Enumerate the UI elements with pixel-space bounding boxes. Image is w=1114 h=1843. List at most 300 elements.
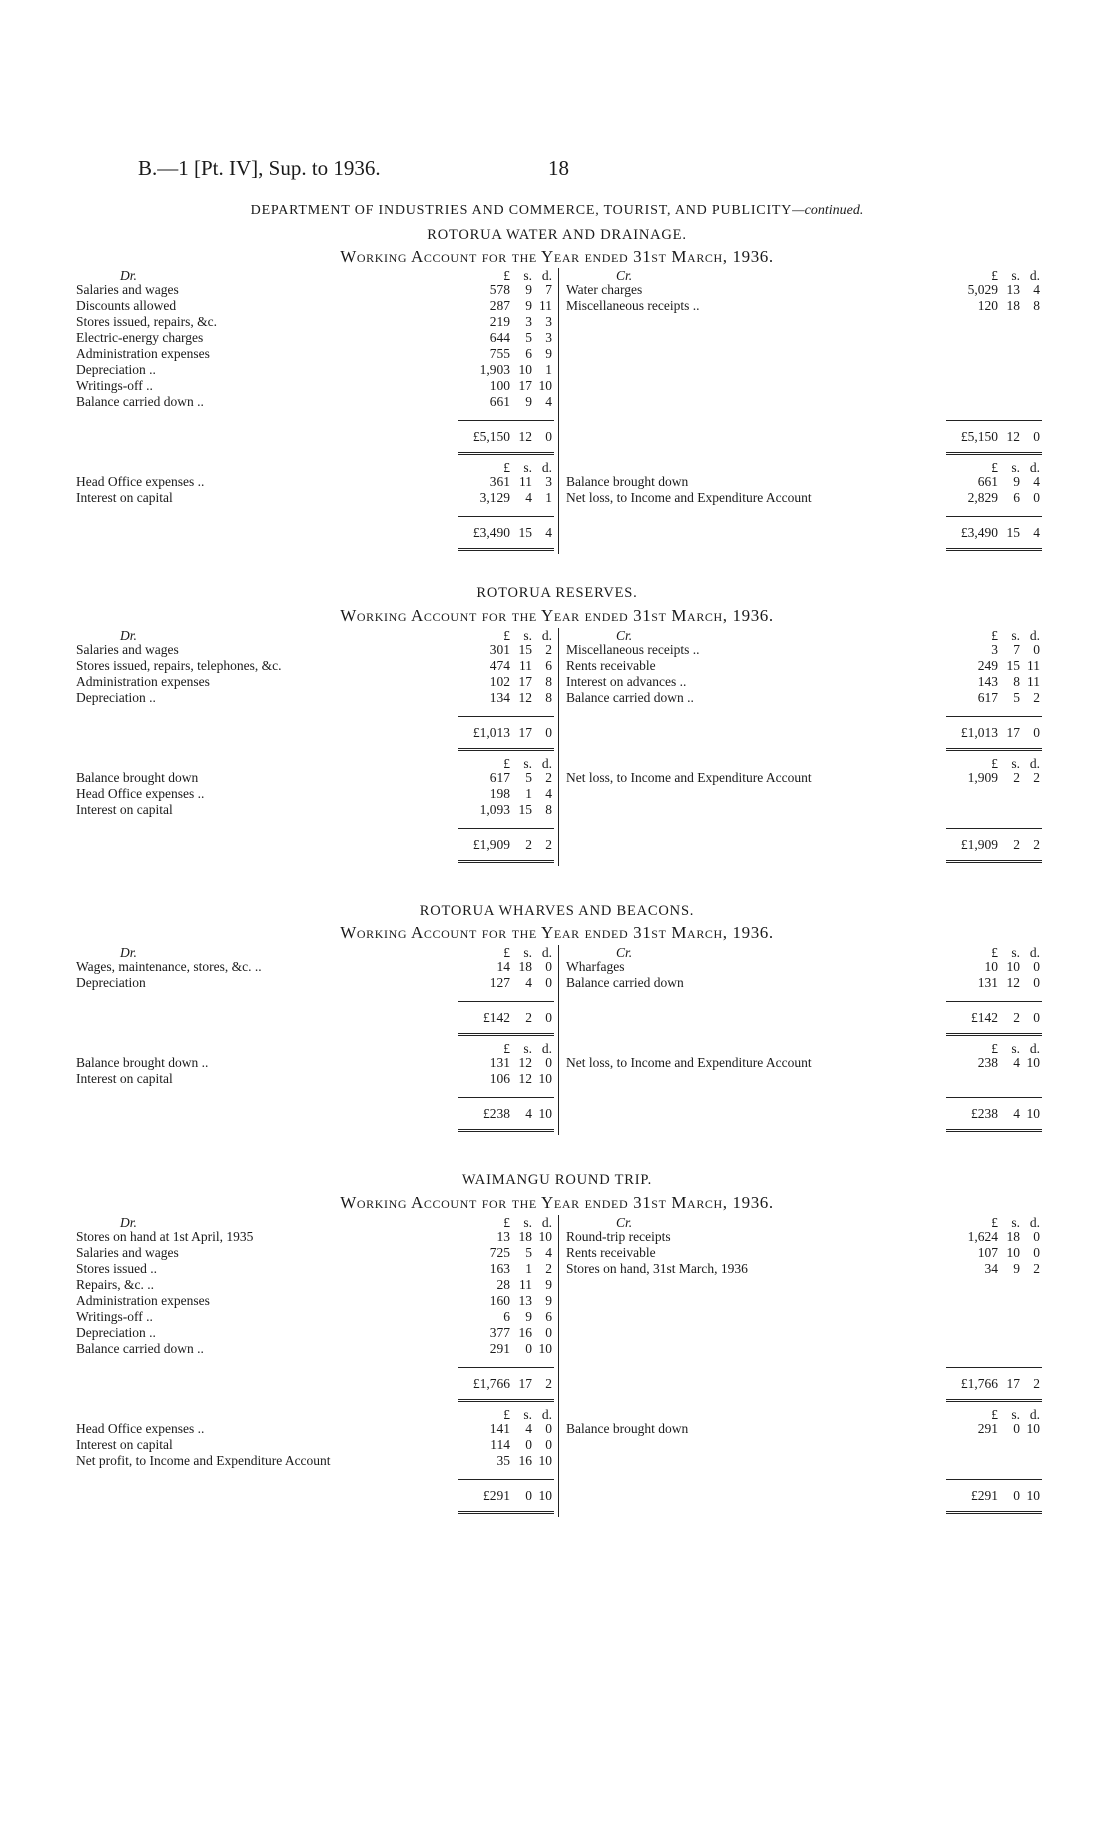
debit-entry-amount xyxy=(466,1421,552,1437)
currency-header-pounds: £ xyxy=(991,460,998,475)
amount-pounds: 3,129 xyxy=(479,490,510,505)
total-pence: 0 xyxy=(1033,429,1040,444)
amount-shillings: 4 xyxy=(525,975,532,990)
amount-shillings: 11 xyxy=(519,658,532,673)
debit-entry-label xyxy=(76,959,381,975)
credit-entry-label xyxy=(566,490,941,506)
debit-entry-amount xyxy=(466,1325,552,1341)
credit-entry-amount xyxy=(954,282,1040,298)
amount-pence: 10 xyxy=(538,378,552,393)
entry-label: Salaries and wages xyxy=(76,282,179,297)
currency-header-pounds: £ xyxy=(503,268,510,283)
amount-shillings: 4 xyxy=(525,1421,532,1436)
amount-pounds: 198 xyxy=(489,786,510,801)
debit-entry-amount xyxy=(466,362,552,378)
amount-shillings: 13 xyxy=(518,1293,532,1308)
debit-entry-amount xyxy=(466,690,552,706)
debit-entry-label xyxy=(76,298,381,314)
column-divider xyxy=(558,1215,559,1517)
amount-pounds: 644 xyxy=(489,330,510,345)
currency-header-pounds: £ xyxy=(991,756,998,771)
total-pounds: £238 xyxy=(483,1106,510,1121)
currency-header-pounds: £ xyxy=(991,628,998,643)
amount-shillings: 3 xyxy=(525,314,532,329)
debit-entry-amount xyxy=(466,346,552,362)
credit-entry-amount xyxy=(954,975,1040,991)
debit-entry-label xyxy=(76,282,381,298)
credit-subtotal-rule xyxy=(946,1367,1042,1368)
debit-entry-amount xyxy=(466,1309,552,1325)
entry-label: Head Office expenses .. xyxy=(76,1421,205,1436)
entry-label: Discounts allowed xyxy=(76,298,177,313)
debit-subtotal-rule xyxy=(458,1097,554,1098)
credit-entry-amount xyxy=(954,1055,1040,1071)
debit-entry-label xyxy=(76,378,381,394)
account-table xyxy=(76,628,1048,866)
debit-subtotal-rule xyxy=(458,1367,554,1368)
credit-entry-label xyxy=(566,1245,941,1261)
credit-total-double-rule xyxy=(946,1511,1042,1514)
amount-pence: 2 xyxy=(1033,1261,1040,1276)
debit-entry-label xyxy=(76,975,381,991)
total-shillings: 4 xyxy=(525,1106,532,1121)
currency-header-pence: d. xyxy=(1029,1041,1040,1056)
amount-pence: 6 xyxy=(545,1309,552,1324)
currency-header-shillings: s. xyxy=(523,1407,532,1422)
amount-pounds: 361 xyxy=(489,474,510,489)
currency-header-pence: d. xyxy=(541,268,552,283)
credit-total-double-rule xyxy=(946,748,1042,751)
debit-entry-label xyxy=(76,1421,381,1437)
amount-pounds: 287 xyxy=(489,298,510,313)
amount-shillings: 12 xyxy=(1006,975,1020,990)
amount-pounds: 100 xyxy=(489,378,510,393)
credit-total-2 xyxy=(948,524,1040,542)
debit-entry-label xyxy=(76,690,381,706)
amount-pounds: 127 xyxy=(489,975,510,990)
debit-entry-label xyxy=(76,1453,381,1469)
entry-label: Balance carried down .. xyxy=(76,1341,204,1356)
amount-pence: 0 xyxy=(1033,1229,1040,1244)
currency-header-pence: d. xyxy=(541,945,552,960)
amount-pence: 10 xyxy=(538,1229,552,1244)
amount-pence: 11 xyxy=(539,298,552,313)
amount-pence: 0 xyxy=(1033,1245,1040,1260)
amount-pence: 4 xyxy=(1033,474,1040,489)
amount-shillings: 11 xyxy=(519,1277,532,1292)
amount-pence: 4 xyxy=(1033,282,1040,297)
amount-pounds: 219 xyxy=(489,314,510,329)
total-pounds: £1,013 xyxy=(960,725,998,740)
continued-label: —continued. xyxy=(792,203,864,218)
amount-pence: 8 xyxy=(1033,298,1040,313)
total-pence: 10 xyxy=(538,1488,552,1503)
amount-shillings: 17 xyxy=(518,378,532,393)
page-number: 18 xyxy=(548,156,569,180)
total-pence: 0 xyxy=(1033,1010,1040,1025)
amount-pounds: 1,093 xyxy=(479,802,510,817)
credit-subtotal-rule xyxy=(946,1001,1042,1002)
amount-pence: 0 xyxy=(545,975,552,990)
credit-entry-label xyxy=(566,1261,941,1277)
credit-total-1 xyxy=(948,428,1040,446)
credit-entry-amount xyxy=(954,1261,1040,1277)
amount-pounds: 474 xyxy=(489,658,510,673)
debit-total-1 xyxy=(460,1009,552,1027)
amount-pounds: 661 xyxy=(489,394,510,409)
amount-pence: 10 xyxy=(1026,1421,1040,1436)
total-shillings: 2 xyxy=(525,837,532,852)
section-title: WAIMANGU ROUND TRIP. xyxy=(461,1172,653,1188)
amount-pounds: 3 xyxy=(991,642,998,657)
debit-entry-amount xyxy=(466,658,552,674)
amount-pounds: 34 xyxy=(984,1261,998,1276)
total-shillings: 0 xyxy=(1013,1488,1020,1503)
debit-entry-amount xyxy=(466,314,552,330)
account-table xyxy=(76,945,1048,1135)
amount-shillings: 16 xyxy=(518,1325,532,1340)
credit-entry-amount xyxy=(954,674,1040,690)
credit-entry-amount xyxy=(954,690,1040,706)
debit-entry-amount xyxy=(466,1229,552,1245)
working-account-title: Working Account for the Year ended 31st March, 1936. xyxy=(340,923,774,942)
debit-entry-amount xyxy=(466,1453,552,1469)
credit-subtotal-rule xyxy=(946,828,1042,829)
entry-label: Net profit, to Income and Expenditure Account xyxy=(76,1453,331,1468)
entry-label: Head Office expenses .. xyxy=(76,786,205,801)
currency-header-pence: d. xyxy=(1029,945,1040,960)
amount-pence: 0 xyxy=(1033,975,1040,990)
column-divider xyxy=(558,628,559,866)
debit-entry-label xyxy=(76,1277,381,1293)
credit-entry-label xyxy=(566,1229,941,1245)
total-pence: 2 xyxy=(545,837,552,852)
amount-pence: 6 xyxy=(545,658,552,673)
debit-entry-amount xyxy=(466,1277,552,1293)
amount-pence: 4 xyxy=(545,1245,552,1260)
amount-shillings: 16 xyxy=(518,1453,532,1468)
section-title: ROTORUA RESERVES. xyxy=(476,585,638,601)
debit-entry-amount xyxy=(466,298,552,314)
credit-entry-label xyxy=(566,298,941,314)
credit-total-double-rule xyxy=(946,860,1042,863)
debit-subtotal-rule xyxy=(458,516,554,517)
entry-label: Salaries and wages xyxy=(76,1245,179,1260)
currency-header-pence: d. xyxy=(541,460,552,475)
total-pounds: £3,490 xyxy=(960,525,998,540)
amount-shillings: 13 xyxy=(1006,282,1020,297)
amount-shillings: 15 xyxy=(1006,658,1020,673)
currency-header-pounds: £ xyxy=(503,460,510,475)
entry-label: Balance carried down xyxy=(566,975,684,990)
amount-shillings: 12 xyxy=(518,1071,532,1086)
debit-entry-label xyxy=(76,674,381,690)
amount-pounds: 143 xyxy=(977,674,998,689)
entry-label: Rents receivable xyxy=(566,1245,656,1260)
debit-total-1 xyxy=(460,724,552,742)
entry-label: Administration expenses xyxy=(76,1293,210,1308)
currency-header-pence: d. xyxy=(1029,756,1040,771)
entry-label: Stores issued .. xyxy=(76,1261,157,1276)
currency-header-shillings: s. xyxy=(523,1215,532,1230)
credit-subtotal-rule xyxy=(946,516,1042,517)
currency-header-pence: d. xyxy=(541,1215,552,1230)
amount-pence: 0 xyxy=(1033,490,1040,505)
amount-pence: 9 xyxy=(545,1293,552,1308)
credit-total-1 xyxy=(948,724,1040,742)
amount-pounds: 163 xyxy=(489,1261,510,1276)
debit-total-double-rule xyxy=(458,1129,554,1132)
amount-pounds: 238 xyxy=(977,1055,998,1070)
cr-label: Cr. xyxy=(616,268,633,283)
debit-entry-amount xyxy=(466,674,552,690)
amount-shillings: 5 xyxy=(525,330,532,345)
credit-entry-amount xyxy=(954,474,1040,490)
currency-header-shillings: s. xyxy=(1011,268,1020,283)
cr-label: Cr. xyxy=(616,1215,633,1230)
account-table xyxy=(76,1215,1048,1517)
working-account-title: Working Account for the Year ended 31st March, 1936. xyxy=(340,1193,774,1212)
total-pence: 0 xyxy=(545,1010,552,1025)
total-pounds: £1,909 xyxy=(472,837,510,852)
entry-label: Repairs, &c. .. xyxy=(76,1277,154,1292)
debit-entry-amount xyxy=(466,378,552,394)
debit-total-2 xyxy=(460,1105,552,1123)
amount-pounds: 617 xyxy=(977,690,998,705)
debit-entry-label xyxy=(76,770,381,786)
total-pence: 0 xyxy=(545,725,552,740)
amount-shillings: 0 xyxy=(525,1341,532,1356)
entry-label: Balance carried down .. xyxy=(566,690,694,705)
debit-entry-label xyxy=(76,474,381,490)
amount-pence: 10 xyxy=(538,1071,552,1086)
entry-label: Writings-off .. xyxy=(76,1309,153,1324)
total-pence: 10 xyxy=(1026,1488,1040,1503)
entry-label: Administration expenses xyxy=(76,346,210,361)
debit-entry-label xyxy=(76,1293,381,1309)
amount-pounds: 114 xyxy=(490,1437,510,1452)
amount-pence: 0 xyxy=(545,959,552,974)
total-pounds: £1,013 xyxy=(472,725,510,740)
currency-header-shillings: s. xyxy=(1011,460,1020,475)
currency-header-pounds: £ xyxy=(503,945,510,960)
amount-pounds: 35 xyxy=(496,1453,510,1468)
currency-header-shillings: s. xyxy=(523,945,532,960)
credit-entry-amount xyxy=(954,298,1040,314)
credit-entry-label xyxy=(566,690,941,706)
credit-total-double-rule xyxy=(946,1033,1042,1036)
entry-label: Water charges xyxy=(566,282,643,297)
amount-shillings: 17 xyxy=(518,674,532,689)
debit-entry-label xyxy=(76,1437,381,1453)
section-title: ROTORUA WHARVES AND BEACONS. xyxy=(419,903,695,919)
total-pence: 10 xyxy=(1026,1106,1040,1121)
amount-pounds: 2,829 xyxy=(967,490,998,505)
entry-label: Balance brought down xyxy=(566,474,689,489)
debit-entry-label xyxy=(76,314,381,330)
amount-pounds: 120 xyxy=(977,298,998,313)
currency-header-pounds: £ xyxy=(503,1407,510,1422)
amount-pence: 2 xyxy=(1033,690,1040,705)
debit-total-1 xyxy=(460,1375,552,1393)
amount-pence: 4 xyxy=(545,786,552,801)
total-shillings: 2 xyxy=(1013,837,1020,852)
debit-entry-amount xyxy=(466,1341,552,1357)
amount-pounds: 131 xyxy=(977,975,998,990)
credit-entry-label xyxy=(566,975,941,991)
amount-pounds: 14 xyxy=(496,959,510,974)
debit-entry-label xyxy=(76,1341,381,1357)
amount-pence: 0 xyxy=(545,1421,552,1436)
currency-header-pounds: £ xyxy=(991,268,998,283)
entry-label: Balance brought down xyxy=(566,1421,689,1436)
debit-subtotal-rule xyxy=(458,716,554,717)
credit-entry-label xyxy=(566,1421,941,1437)
amount-pounds: 13 xyxy=(496,1229,510,1244)
amount-pence: 9 xyxy=(545,346,552,361)
credit-entry-label xyxy=(566,642,941,658)
currency-header-pounds: £ xyxy=(503,756,510,771)
currency-header-pence: d. xyxy=(541,628,552,643)
amount-pounds: 291 xyxy=(489,1341,510,1356)
total-shillings: 17 xyxy=(1006,1376,1020,1391)
debit-entry-label xyxy=(76,642,381,658)
debit-entry-amount xyxy=(466,802,552,818)
debit-entry-label xyxy=(76,1229,381,1245)
amount-shillings: 2 xyxy=(1013,770,1020,785)
currency-header-pence: d. xyxy=(541,756,552,771)
total-pounds: £238 xyxy=(971,1106,998,1121)
debit-entry-label xyxy=(76,1261,381,1277)
currency-header-pounds: £ xyxy=(991,945,998,960)
total-shillings: 4 xyxy=(1013,1106,1020,1121)
amount-pence: 10 xyxy=(538,1453,552,1468)
amount-pounds: 249 xyxy=(977,658,998,673)
amount-pence: 10 xyxy=(1026,1055,1040,1070)
cr-label: Cr. xyxy=(616,945,633,960)
entry-label: Stores on hand, 31st March, 1936 xyxy=(566,1261,748,1276)
credit-entry-label xyxy=(566,959,941,975)
total-shillings: 17 xyxy=(518,1376,532,1391)
debit-entry-amount xyxy=(466,975,552,991)
amount-shillings: 12 xyxy=(518,690,532,705)
entry-label: Balance brought down .. xyxy=(76,1055,209,1070)
amount-pounds: 1,624 xyxy=(967,1229,998,1244)
currency-header-shillings: s. xyxy=(523,756,532,771)
debit-entry-amount xyxy=(466,1055,552,1071)
credit-entry-label xyxy=(566,282,941,298)
credit-total-1 xyxy=(948,1375,1040,1393)
amount-pence: 3 xyxy=(545,314,552,329)
amount-shillings: 8 xyxy=(1013,674,1020,689)
entry-label: Wages, maintenance, stores, &c. .. xyxy=(76,959,262,974)
amount-shillings: 9 xyxy=(1013,474,1020,489)
credit-subtotal-rule xyxy=(946,716,1042,717)
amount-pounds: 141 xyxy=(489,1421,510,1436)
debit-subtotal-rule xyxy=(458,420,554,421)
debit-total-double-rule xyxy=(458,548,554,551)
amount-shillings: 10 xyxy=(1006,959,1020,974)
currency-header-pence: d. xyxy=(1029,1407,1040,1422)
credit-entry-amount xyxy=(954,1229,1040,1245)
total-shillings: 17 xyxy=(1006,725,1020,740)
amount-shillings: 15 xyxy=(518,642,532,657)
credit-total-double-rule xyxy=(946,1399,1042,1402)
total-pounds: £142 xyxy=(971,1010,998,1025)
total-pounds: £291 xyxy=(483,1488,510,1503)
total-shillings: 12 xyxy=(1006,429,1020,444)
currency-header-pence: d. xyxy=(1029,460,1040,475)
total-pence: 4 xyxy=(1033,525,1040,540)
debit-entry-label xyxy=(76,1325,381,1341)
currency-header-pence: d. xyxy=(541,1041,552,1056)
currency-header-pounds: £ xyxy=(503,628,510,643)
entry-label: Miscellaneous receipts .. xyxy=(566,298,700,313)
amount-pence: 10 xyxy=(538,1341,552,1356)
currency-header-pence: d. xyxy=(1029,268,1040,283)
debit-total-double-rule xyxy=(458,748,554,751)
debit-entry-label xyxy=(76,362,381,378)
debit-entry-label xyxy=(76,1055,381,1071)
debit-entry-amount xyxy=(466,474,552,490)
debit-entry-amount xyxy=(466,282,552,298)
amount-pounds: 1,903 xyxy=(479,362,510,377)
amount-pounds: 377 xyxy=(489,1325,510,1340)
amount-pence: 8 xyxy=(545,690,552,705)
currency-header-pounds: £ xyxy=(991,1407,998,1422)
amount-pence: 3 xyxy=(545,474,552,489)
currency-header-shillings: s. xyxy=(523,628,532,643)
entry-label: Rents receivable xyxy=(566,658,656,673)
credit-entry-label xyxy=(566,674,941,690)
amount-shillings: 9 xyxy=(525,394,532,409)
total-shillings: 12 xyxy=(518,429,532,444)
total-pounds: £291 xyxy=(971,1488,998,1503)
amount-shillings: 10 xyxy=(518,362,532,377)
entry-label: Interest on capital xyxy=(76,1437,173,1452)
currency-header-shillings: s. xyxy=(523,268,532,283)
credit-entry-label xyxy=(566,1055,941,1071)
debit-entry-label xyxy=(76,1309,381,1325)
credit-total-2 xyxy=(948,1105,1040,1123)
amount-pounds: 6 xyxy=(503,1309,510,1324)
dr-label: Dr. xyxy=(120,945,137,960)
amount-pence: 2 xyxy=(545,1261,552,1276)
debit-entry-amount xyxy=(466,770,552,786)
working-account-title: Working Account for the Year ended 31st March, 1936. xyxy=(340,606,774,625)
total-shillings: 15 xyxy=(1006,525,1020,540)
entry-label: Wharfages xyxy=(566,959,625,974)
amount-shillings: 1 xyxy=(525,1261,532,1276)
amount-pence: 0 xyxy=(1033,642,1040,657)
amount-pence: 0 xyxy=(1033,959,1040,974)
currency-header-shillings: s. xyxy=(523,460,532,475)
debit-entry-amount xyxy=(466,1437,552,1453)
amount-pence: 1 xyxy=(545,490,552,505)
debit-entry-amount xyxy=(466,1293,552,1309)
amount-shillings: 18 xyxy=(518,959,532,974)
amount-shillings: 9 xyxy=(525,298,532,313)
amount-pence: 1 xyxy=(545,362,552,377)
total-pence: 0 xyxy=(1033,725,1040,740)
amount-pounds: 301 xyxy=(489,642,510,657)
amount-shillings: 11 xyxy=(519,474,532,489)
total-pence: 0 xyxy=(545,429,552,444)
working-account-title: Working Account for the Year ended 31st March, 1936. xyxy=(340,247,774,266)
amount-pounds: 661 xyxy=(977,474,998,489)
credit-total-double-rule xyxy=(946,548,1042,551)
debit-total-2 xyxy=(460,524,552,542)
